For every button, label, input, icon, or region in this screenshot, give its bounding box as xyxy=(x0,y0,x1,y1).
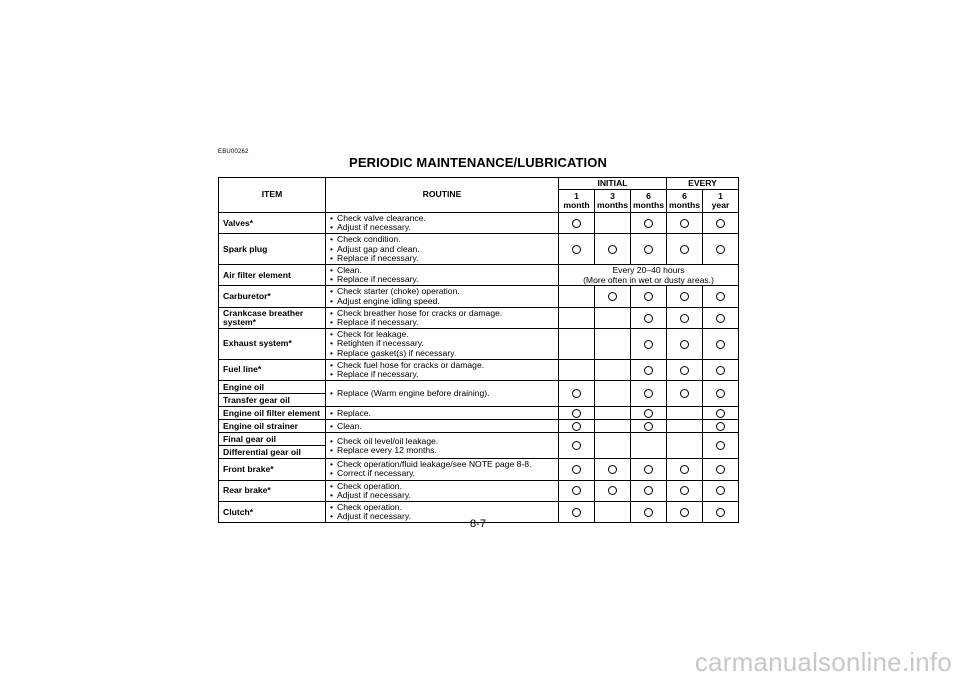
check-circle-icon xyxy=(680,508,689,517)
routine-step: • Check oil level/oil leakage. xyxy=(330,437,556,446)
routine-column-header: ROUTINE xyxy=(326,178,559,213)
schedule-cell xyxy=(703,307,739,328)
schedule-cell xyxy=(631,407,667,420)
check-circle-icon xyxy=(572,422,581,431)
schedule-cell xyxy=(559,433,595,459)
check-circle-icon xyxy=(716,389,725,398)
schedule-cell xyxy=(595,381,631,407)
routine-cell xyxy=(326,459,559,480)
routine-step: • Check for leakage. xyxy=(330,330,556,339)
schedule-cell xyxy=(595,234,631,265)
routine-cell xyxy=(326,307,559,328)
check-circle-icon xyxy=(644,292,653,301)
routine-cell xyxy=(326,480,559,501)
check-circle-icon xyxy=(644,389,653,398)
schedule-cell xyxy=(631,359,667,380)
check-circle-icon xyxy=(608,245,617,254)
item-name: Fuel line* xyxy=(219,359,326,380)
item-name: Differential gear oil xyxy=(219,446,326,459)
item-name: Crankcase breather system* xyxy=(219,307,326,328)
schedule-cell xyxy=(631,381,667,407)
routine-list xyxy=(330,422,556,431)
routine-step: • Check starter (choke) operation. xyxy=(330,287,556,296)
check-circle-icon xyxy=(680,366,689,375)
check-circle-icon xyxy=(608,486,617,495)
check-circle-icon xyxy=(644,465,653,474)
routine-list xyxy=(330,235,556,263)
table-row xyxy=(219,265,739,286)
check-circle-icon xyxy=(644,422,653,431)
routine-list xyxy=(330,361,556,379)
schedule-cell xyxy=(667,329,703,360)
schedule-cell xyxy=(703,420,739,433)
schedule-cell xyxy=(595,213,631,234)
schedule-cell xyxy=(631,433,667,459)
table-row xyxy=(219,359,739,380)
check-circle-icon xyxy=(716,245,725,254)
every-header: EVERY xyxy=(667,178,739,190)
routine-step: • Adjust if necessary. xyxy=(330,491,556,500)
routine-cell xyxy=(326,407,559,420)
routine-list xyxy=(330,330,556,358)
interval-header: 1 year xyxy=(703,190,739,213)
schedule-cell xyxy=(631,234,667,265)
routine-step: • Retighten if necessary. xyxy=(330,339,556,348)
check-circle-icon xyxy=(680,389,689,398)
check-circle-icon xyxy=(644,340,653,349)
schedule-cell xyxy=(703,213,739,234)
schedule-cell xyxy=(703,359,739,380)
routine-cell xyxy=(326,433,559,459)
schedule-cell xyxy=(559,381,595,407)
maintenance-table xyxy=(218,177,739,523)
schedule-cell xyxy=(595,420,631,433)
item-name: Rear brake* xyxy=(219,480,326,501)
interval-note-line: Every 20–40 hours xyxy=(612,265,685,276)
routine-cell xyxy=(326,234,559,265)
table-row xyxy=(219,234,739,265)
watermark: carmanualsonline.info xyxy=(694,647,952,677)
schedule-cell xyxy=(667,286,703,307)
routine-list xyxy=(330,389,556,398)
schedule-cell xyxy=(667,213,703,234)
schedule-cell xyxy=(559,480,595,501)
item-column-header: ITEM xyxy=(219,178,326,213)
interval-header: 6 months xyxy=(631,190,667,213)
interval-header: 6 months xyxy=(667,190,703,213)
routine-step: • Check operation. xyxy=(330,482,556,491)
schedule-cell xyxy=(559,359,595,380)
check-circle-icon xyxy=(572,508,581,517)
check-circle-icon xyxy=(608,465,617,474)
schedule-cell xyxy=(667,381,703,407)
item-name: Engine oil xyxy=(219,381,326,394)
check-circle-icon xyxy=(680,486,689,495)
table-row xyxy=(219,307,739,328)
routine-list xyxy=(330,266,556,284)
routine-step: • Replace gasket(s) if necessary. xyxy=(330,349,556,358)
routine-list xyxy=(330,460,556,478)
schedule-cell xyxy=(595,480,631,501)
item-name: Final gear oil xyxy=(219,433,326,446)
schedule-cell xyxy=(703,480,739,501)
schedule-cell xyxy=(559,234,595,265)
routine-step: • Adjust if necessary. xyxy=(330,223,556,232)
schedule-cell xyxy=(595,359,631,380)
routine-list xyxy=(330,287,556,305)
item-name: Engine oil filter element xyxy=(219,407,326,420)
item-name: Valves* xyxy=(219,213,326,234)
schedule-cell xyxy=(559,407,595,420)
page-number: 8-7 xyxy=(470,518,486,530)
table-body xyxy=(219,213,739,523)
check-circle-icon xyxy=(716,422,725,431)
schedule-cell xyxy=(595,433,631,459)
item-name: Transfer gear oil xyxy=(219,394,326,407)
schedule-cell xyxy=(667,459,703,480)
routine-step: • Clean. xyxy=(330,266,556,275)
check-circle-icon xyxy=(716,409,725,418)
check-circle-icon xyxy=(716,465,725,474)
schedule-cell xyxy=(559,459,595,480)
check-circle-icon xyxy=(716,292,725,301)
check-circle-icon xyxy=(572,465,581,474)
schedule-cell xyxy=(667,407,703,420)
routine-step: • Adjust gap and clean. xyxy=(330,245,556,254)
item-name: Exhaust system* xyxy=(219,329,326,360)
routine-step: • Clean. xyxy=(330,422,556,431)
schedule-cell xyxy=(631,286,667,307)
interval-note xyxy=(559,265,739,286)
routine-cell xyxy=(326,286,559,307)
routine-step: • Check breather hose for cracks or damage. xyxy=(330,309,556,318)
schedule-cell xyxy=(595,329,631,360)
schedule-cell xyxy=(559,286,595,307)
check-circle-icon xyxy=(644,245,653,254)
schedule-cell xyxy=(595,307,631,328)
check-circle-icon xyxy=(572,409,581,418)
routine-step: • Check operation/fluid leakage/see NOTE page 8-8. xyxy=(330,460,556,469)
routine-cell xyxy=(326,420,559,433)
item-name: Carburetor* xyxy=(219,286,326,307)
item-name: Engine oil strainer xyxy=(219,420,326,433)
routine-list xyxy=(330,309,556,327)
check-circle-icon xyxy=(680,340,689,349)
table-row xyxy=(219,381,739,394)
routine-step: • Replace if necessary. xyxy=(330,254,556,263)
schedule-cell xyxy=(631,420,667,433)
schedule-cell xyxy=(667,433,703,459)
check-circle-icon xyxy=(608,292,617,301)
check-circle-icon xyxy=(680,465,689,474)
check-circle-icon xyxy=(680,219,689,228)
routine-list xyxy=(330,437,556,455)
check-circle-icon xyxy=(572,441,581,450)
schedule-cell xyxy=(703,433,739,459)
routine-cell xyxy=(326,381,559,407)
check-circle-icon xyxy=(680,292,689,301)
schedule-cell xyxy=(559,307,595,328)
schedule-cell xyxy=(595,459,631,480)
table-row xyxy=(219,433,739,446)
schedule-cell xyxy=(631,213,667,234)
check-circle-icon xyxy=(716,366,725,375)
check-circle-icon xyxy=(716,486,725,495)
routine-step: • Check valve clearance. xyxy=(330,214,556,223)
routine-step: • Replace. xyxy=(330,409,556,418)
schedule-cell xyxy=(703,407,739,420)
check-circle-icon xyxy=(680,245,689,254)
schedule-cell xyxy=(667,234,703,265)
table-row xyxy=(219,480,739,501)
check-circle-icon xyxy=(644,219,653,228)
routine-list xyxy=(330,409,556,418)
routine-step: • Correct if necessary. xyxy=(330,469,556,478)
table-row xyxy=(219,407,739,420)
schedule-cell xyxy=(667,420,703,433)
table-row xyxy=(219,420,739,433)
item-name: Air filter element xyxy=(219,265,326,286)
schedule-cell xyxy=(559,329,595,360)
schedule-cell xyxy=(631,459,667,480)
item-name: Clutch* xyxy=(219,502,326,523)
schedule-cell xyxy=(631,329,667,360)
schedule-cell xyxy=(631,480,667,501)
item-name: Front brake* xyxy=(219,459,326,480)
schedule-cell xyxy=(595,286,631,307)
check-circle-icon xyxy=(644,314,653,323)
schedule-cell xyxy=(595,407,631,420)
interval-note-line: (More often in wet or dusty areas.) xyxy=(583,275,714,286)
table-row xyxy=(219,459,739,480)
schedule-cell xyxy=(667,480,703,501)
routine-step: • Replace if necessary. xyxy=(330,370,556,379)
schedule-cell xyxy=(703,381,739,407)
routine-cell xyxy=(326,359,559,380)
schedule-cell xyxy=(559,420,595,433)
interval-header: 3 months xyxy=(595,190,631,213)
page-title: PERIODIC MAINTENANCE/LUBRICATION xyxy=(349,155,607,170)
table-row xyxy=(219,329,739,360)
check-circle-icon xyxy=(572,486,581,495)
schedule-cell xyxy=(703,329,739,360)
schedule-cell xyxy=(667,307,703,328)
schedule-cell xyxy=(631,307,667,328)
check-circle-icon xyxy=(716,508,725,517)
routine-step: • Replace (Warm engine before draining). xyxy=(330,389,556,398)
initial-header: INITIAL xyxy=(559,178,667,190)
check-circle-icon xyxy=(716,219,725,228)
schedule-cell xyxy=(559,213,595,234)
schedule-cell xyxy=(667,359,703,380)
check-circle-icon xyxy=(644,366,653,375)
routine-cell xyxy=(326,213,559,234)
check-circle-icon xyxy=(644,486,653,495)
routine-step: • Check fuel hose for cracks or damage. xyxy=(330,361,556,370)
check-circle-icon xyxy=(716,340,725,349)
routine-step: • Check condition. xyxy=(330,235,556,244)
check-circle-icon xyxy=(716,441,725,450)
table-row xyxy=(219,286,739,307)
interval-header: 1 month xyxy=(559,190,595,213)
routine-step: • Replace every 12 months. xyxy=(330,446,556,455)
routine-step: • Replace if necessary. xyxy=(330,318,556,327)
check-circle-icon xyxy=(680,314,689,323)
routine-step: • Adjust if necessary. xyxy=(330,512,556,521)
routine-cell xyxy=(326,265,559,286)
schedule-cell xyxy=(703,459,739,480)
check-circle-icon xyxy=(572,245,581,254)
check-circle-icon xyxy=(644,409,653,418)
document-code: EBU00262 xyxy=(218,149,249,155)
check-circle-icon xyxy=(572,389,581,398)
routine-list xyxy=(330,214,556,232)
routine-step: • Adjust engine idling speed. xyxy=(330,297,556,306)
schedule-cell xyxy=(703,286,739,307)
schedule-cell xyxy=(703,234,739,265)
check-circle-icon xyxy=(716,314,725,323)
routine-step: • Replace if necessary. xyxy=(330,275,556,284)
check-circle-icon xyxy=(572,219,581,228)
check-circle-icon xyxy=(644,508,653,517)
routine-cell xyxy=(326,329,559,360)
item-name: Spark plug xyxy=(219,234,326,265)
routine-list xyxy=(330,482,556,500)
routine-step: • Check operation. xyxy=(330,503,556,512)
table-row xyxy=(219,213,739,234)
